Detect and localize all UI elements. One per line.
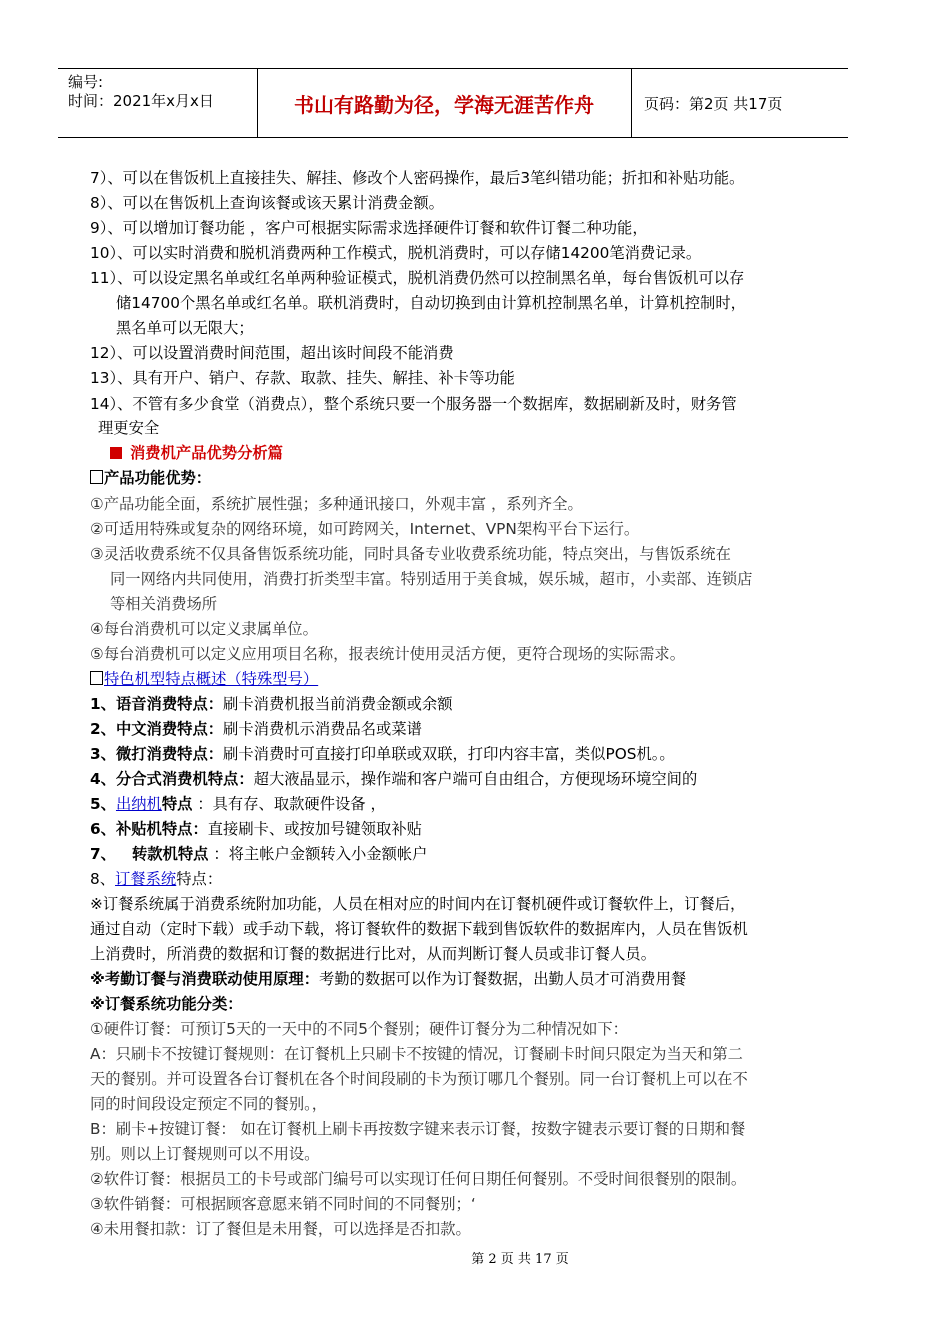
advantage-line: ②可适用特殊或复杂的网络环境，如可跨网关，Internet、VPN架构平台下运行。: [90, 520, 640, 538]
header-divider: [631, 69, 632, 137]
feature-line: 10）、可以实时消费和脱机消费两种工作模式，脱机消费时，可以存储14200笔消费记录。: [90, 244, 702, 262]
item-text: 超大液晶显示，操作端和客户端可自由组合，方便现场环境空间的: [253, 770, 698, 788]
item-num: 1、: [90, 695, 116, 713]
advantages-heading-text: 产品功能优势：: [104, 469, 212, 487]
item-label: 微打消费特点：: [115, 745, 224, 763]
item-num: 5、: [90, 795, 116, 813]
special-item: [90, 719, 422, 739]
feature-line: 9）、可以增加订餐功能 ，客户可根据实际需求选择硬件订餐和软件订餐二种功能，: [90, 219, 648, 237]
item-text: 刷卡消费机报当前消费金额或余额: [223, 695, 453, 713]
header-motto: 书山有路勤为径，学海无涯苦作舟: [294, 92, 594, 117]
ordering-detail-line: B：刷卡+按键订餐： 如在订餐机上刷卡再按数字键来表示订餐，按数字键表示要订餐的日期和餐: [90, 1120, 746, 1138]
item-text: 直接刷卡、或按加号键领取补贴: [207, 820, 422, 838]
feature-line: 12）、可以设置消费时间范围，超出该时间段不能消费: [90, 344, 454, 362]
ordering-detail-line: ③软件销餐：可根据顾客意愿来销不同时间的不同餐别；‘: [90, 1195, 476, 1213]
special-item: [90, 744, 675, 764]
feature-line: 8）、可以在售饭机上查询该餐或该天累计消费金额。: [90, 194, 444, 212]
ordering-classify-label: ※订餐系统功能分类：: [90, 995, 243, 1013]
item-label: 特点: [161, 795, 193, 813]
advantage-line: ①产品功能全面，系统扩展性强；多种通讯接口，外观丰富 ，系列齐全。: [90, 495, 583, 513]
feature-line: 黑名单可以无限大；: [116, 319, 254, 337]
item-num: 6、: [90, 820, 116, 838]
special-item: [90, 694, 453, 714]
section-title-text: 消费机产品优势分析篇: [130, 444, 283, 462]
ordering-intro-line: 通过自动（定时下载）或手动下载，将订餐软件的数据下载到售饭软件的数据库内，人员在售饭机: [90, 920, 748, 938]
ordering-detail-line: ①硬件订餐：可预订5天的一天中的不同5个餐别；硬件订餐分为二种情况如下：: [90, 1020, 628, 1038]
ordering-detail-line: 同的时间段设定预定不同的餐别。，: [90, 1095, 328, 1113]
item-num: 8、: [90, 870, 116, 888]
feature-line: 11）、可以设定黑名单或红名单两种验证模式，脱机消费仍然可以控制黑名单，每台售饭机可以存: [90, 269, 745, 287]
ordering-detail-line: 天的餐别。并可设置各台订餐机在各个时间段刷的卡为预订哪几个餐别。同一台订餐机上可以在不: [90, 1070, 748, 1088]
item-text: 刷卡消费机示消费品名或菜谱: [223, 720, 422, 738]
item-text: ：将主帐户金额转入小金额帐户: [208, 845, 428, 863]
item-num: 7、: [90, 845, 116, 863]
item-label: 中文消费特点：: [115, 720, 224, 738]
item-text: 刷卡消费时可直接打印单联或双联，打印内容丰富，类似POS机。。: [223, 745, 675, 763]
item-label: 语音消费特点：: [115, 695, 224, 713]
item-text: ：具有存、取款硬件设备 ，: [192, 795, 386, 813]
section-title: [110, 443, 283, 463]
time-label: 时间：2021年x月x日: [68, 92, 214, 110]
item-num: 4、: [90, 770, 116, 788]
item-num: 2、: [90, 720, 116, 738]
header-page-info: 页码：第2页 共17页: [644, 94, 783, 113]
feature-line: 13）、具有开户、销户、存款、取款、挂失、解挂、补卡等功能: [90, 369, 515, 387]
ordering-system-link[interactable]: 订餐系统: [115, 870, 177, 888]
special-item: [90, 769, 697, 789]
ordering-detail-line: ②软件订餐：根据员工的卡号或部门编号可以实现订任何日期任何餐别。不受时间很餐别的限制。: [90, 1170, 747, 1188]
ordering-detail-line: A：只刷卡不按键订餐规则：在订餐机上只刷卡不按键的情况，订餐刷卡时间只限定为当天和第二: [90, 1045, 743, 1063]
page-footer: 第 2 页 共 17 页: [471, 1252, 569, 1267]
cashier-link[interactable]: 出纳机: [115, 795, 162, 813]
number-label: 编号:: [68, 73, 104, 91]
ordering-intro-line: 上消费时，所消费的数据和订餐的数据进行比对，从而判断订餐人员或非订餐人员。: [90, 945, 656, 963]
special-item: [90, 869, 222, 889]
special-item: [90, 844, 427, 864]
feature-line: 理更安全: [98, 419, 160, 437]
principle-label: ※考勤订餐与消费联动使用原理：: [90, 970, 320, 988]
checkbox-icon: [90, 671, 103, 685]
ordering-intro-line: ※订餐系统属于消费系统附加功能，人员在相对应的时间内在订餐机硬件或订餐软件上，订餐后，: [90, 895, 746, 913]
item-label: 补贴机特点：: [115, 820, 208, 838]
feature-line: 7）、可以在售饭机上直接挂失、解挂、修改个人密码操作，最后3笔纠错功能；折扣和补贴功能。: [90, 169, 745, 187]
item-label: 特点：: [176, 870, 223, 888]
page-header: [58, 68, 848, 138]
item-num: 3、: [90, 745, 116, 763]
item-label: 分合式消费机特点：: [115, 770, 254, 788]
ordering-detail-line: ④未用餐扣款：订了餐但是未用餐，可以选择是否扣款。: [90, 1220, 471, 1238]
advantage-line: ⑤每台消费机可以定义应用项目名称，报表统计使用灵活方便，更符合现场的实际需求。: [90, 645, 685, 663]
advantage-line: ③灵活收费系统不仅具备售饭系统功能，同时具备专业收费系统功能，特点突出，与售饭系统在: [90, 545, 731, 563]
checkbox-icon: [90, 470, 103, 484]
header-meta: [68, 73, 214, 111]
feature-line: 14）、不管有多少食堂（消费点），整个系统只要一个服务器一个数据库，数据刷新及时，财务管: [90, 395, 737, 413]
advantage-line: 等相关消费场所: [110, 595, 218, 613]
special-heading-link[interactable]: 特色机型特点概述（特殊型号）: [104, 670, 319, 688]
special-item: [90, 819, 422, 839]
ordering-principle: [90, 969, 686, 989]
advantage-line: 同一网络内共同使用，消费打折类型丰富。特别适用于美食城，娱乐城，超市，小卖部、连锁店: [110, 570, 753, 588]
item-label: 转款机特点: [131, 845, 209, 863]
feature-line: 储14700个黑名单或红名单。联机消费时，自动切换到由计算机控制黑名单，计算机控制时，: [116, 294, 746, 312]
principle-text: 考勤的数据可以作为订餐数据，出勤人员才可消费用餐: [319, 970, 687, 988]
special-item: [90, 794, 386, 814]
red-square-icon: [110, 447, 122, 459]
advantage-line: ④每台消费机可以定义隶属单位。: [90, 620, 318, 638]
special-heading: [90, 669, 318, 689]
ordering-detail-line: 别。则以上订餐规则可以不用设。: [90, 1145, 320, 1163]
advantages-heading: [90, 468, 211, 488]
